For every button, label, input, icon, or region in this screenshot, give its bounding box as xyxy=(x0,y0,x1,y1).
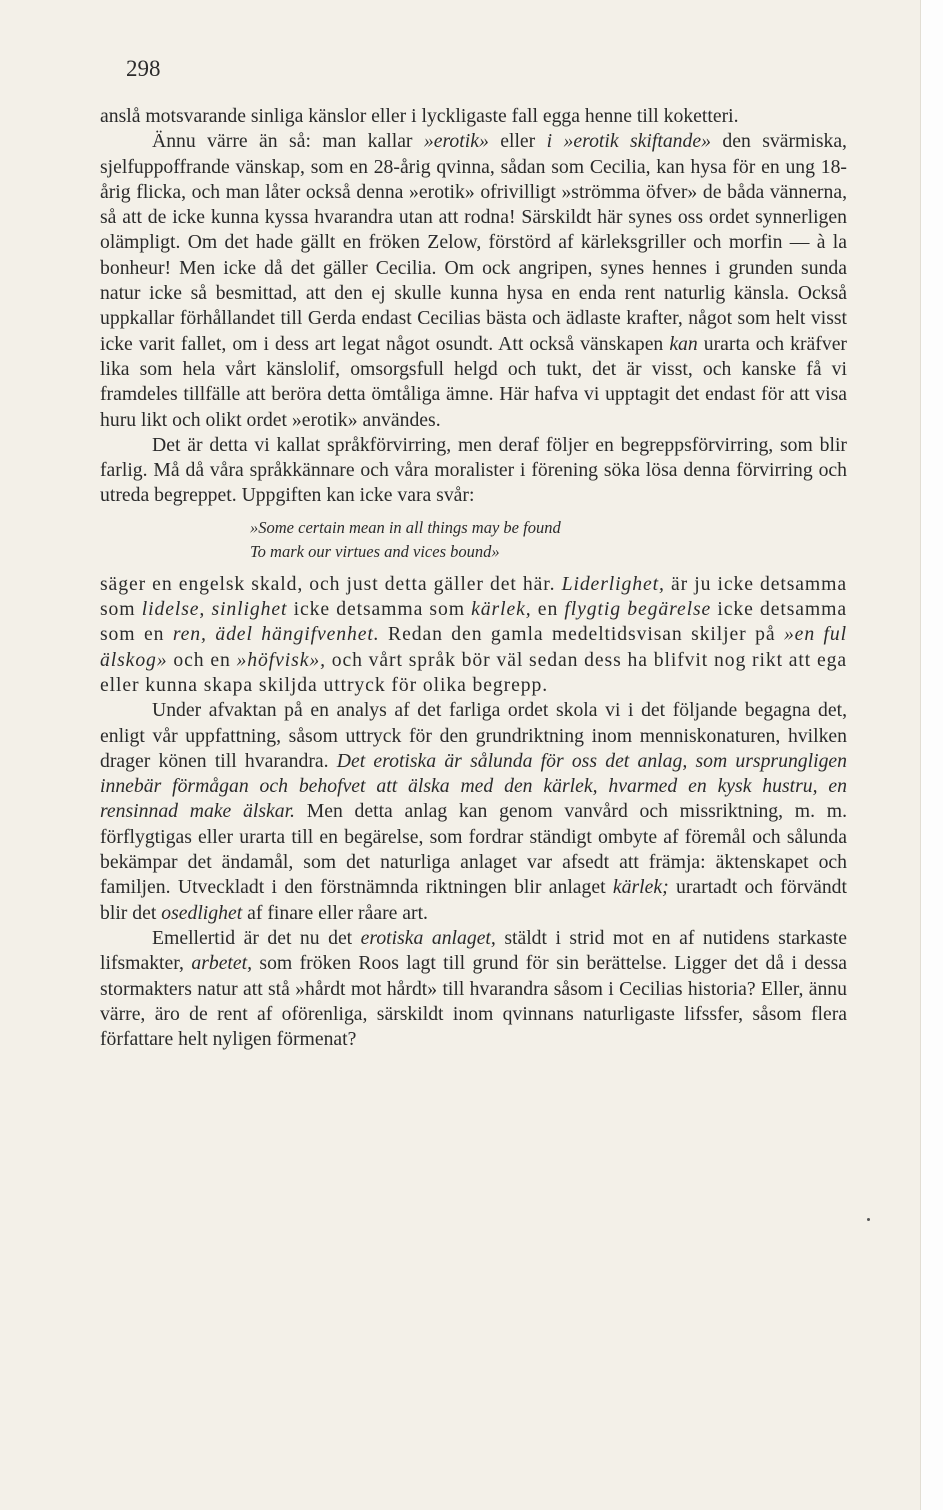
paragraph-3: Det är detta vi kallat språkförvirring, men deraf följer en begreppsförvirring, som blir farlig. Må då våra språkkännare och våra moralister i förening söka lösa denna förvirring och utreda begreppet. Uppgiften kan icke vara svår: xyxy=(100,433,847,507)
emphasis: »erotik» xyxy=(423,130,489,153)
emphasis: kan xyxy=(669,332,698,355)
body-text xyxy=(100,104,847,1052)
emphasis: i »erotik skiftande» xyxy=(546,130,711,153)
emphasis: kärlek, xyxy=(471,598,532,621)
emphasis: erotiska anlaget, xyxy=(360,926,496,949)
emphasis: ren, ädel hängifvenhet. xyxy=(172,623,380,646)
verse-line-1: »Some certain mean in all things may be found xyxy=(250,517,561,537)
paragraph-2: Ännu värre än så: man kallar »erotik» eller i »erotik skiftande» den svärmiska, sjelfuppoffrande vänskap, som en 28-årig qvinna, sådan som Cecilia, kan hysa för en ung 18-årig flicka, och man låter också denna »erotik» ofrivilligt »strömma öfver» de båda vännerna, så att de icke kunna kyssa hvarandra utan att rodna! Särskildt här synes oss ordet synnerligen olämpligt. Om det hade gällt en fröken Zelow, förstörd af kärleksgriller och morfin — à la bonheur! Men icke då det gäller Cecilia. Om ock angripen, synes hennes i grunden sunda natur icke så besmittad, att den ej skulle kunna hysa en enda rent naturlig känsla. Också uppkallar förhållandet till Gerda endast Cecilias bästa och ädlaste krafter, något som helt visst icke varit fallet, om i dess art legat något osundt. Att också vänskapen kan urarta och kräfver lika som hela vårt känslolif, omsorgsfull helgd och tukt, det är visst, och kanske få vi framdeles tillfälle att beröra detta ömtåliga ämne. Här hafva vi upptagit det endast för att visa huru likt och olikt ordet »erotik» användes. xyxy=(100,130,847,431)
paragraph-5: Under afvaktan på en analys af det farliga ordet skola vi i det följande begagna det, enligt vår uppfattning, såsom uttryck för den grundriktning inom menniskonaturen, hvilken drager könen till hvarandra. Det erotiska är sålunda för oss det anlag, som ursprungligen innebär förmågan och behofvet att älska med den kärlek, hvarmed en kysk hustru, en rensinnad make älskar. Men detta anlag kan genom vanvård och missriktning, m. m. förflygtigas eller urarta till en begärelse, som fordrar ständigt ombyte af föremål och sålunda bekämpar det ändamål, som det naturliga anlaget var afsedt att främja: äktenskapet och familjen. Utveckladt i den förstnämnda riktningen blir anlaget kärlek; urartadt och förvändt blir det osedlighet af finare eller råare art. xyxy=(100,699,847,924)
paragraph-1: anslå motsvarande sinliga känslor eller i lyckligaste fall egga henne till koketteri. xyxy=(100,105,739,127)
emphasis: kärlek; xyxy=(612,876,669,899)
emphasis: Det erotiska är sålunda för oss det anlag, som ursprungligen innebär förmågan och behofvet att älska med den kärlek, hvarmed en kysk hustru, en rensinnad make älskar. xyxy=(100,749,847,823)
emphasis: flygtig begärelse xyxy=(564,598,712,621)
page-edge xyxy=(920,0,943,1510)
margin-speck xyxy=(867,1218,870,1221)
paragraph-4: säger en engelsk skald, och just detta gäller det här. Liderlighet, är ju icke detsamma som lidelse, sinlighet icke detsamma som kärlek, en flygtig begärelse icke detsamma som en ren, ädel hängifvenhet. Redan den gamla medeltidsvisan skiljer på »en ful älskog» och en »höfvisk», och vårt språk bör väl sedan dess ha blifvit nog rikt att ega eller kunna skapa skiljda uttryck för olika begrepp. xyxy=(100,572,848,696)
verse-quote xyxy=(250,516,847,564)
emphasis: lidelse, sinlighet xyxy=(141,598,288,621)
emphasis: Liderlighet, xyxy=(561,572,665,595)
paragraph-6: Emellertid är det nu det erotiska anlaget, stäldt i strid mot en af nutidens starkaste lifsmakter, arbetet, som fröken Roos lagt till grund för sin berättelse. Ligger det då i dessa stormakters natur att stå »hårdt mot hårdt» till hvarandra såsom i Cecilias historia? Eller, ännu värre, äro de rent af oförenliga, särskildt inom qvinnans naturligaste lifssfer, såsom flera författare helt nyligen förmenat? xyxy=(100,926,847,1051)
page-number: 298 xyxy=(126,56,161,81)
emphasis: »en ful älskog» xyxy=(100,623,848,671)
emphasis: »höfvisk», xyxy=(236,648,326,671)
emphasis: osedlighet xyxy=(161,901,243,924)
emphasis: arbetet, xyxy=(191,952,253,975)
verse-line-2: To mark our virtues and vices bound» xyxy=(250,541,500,561)
